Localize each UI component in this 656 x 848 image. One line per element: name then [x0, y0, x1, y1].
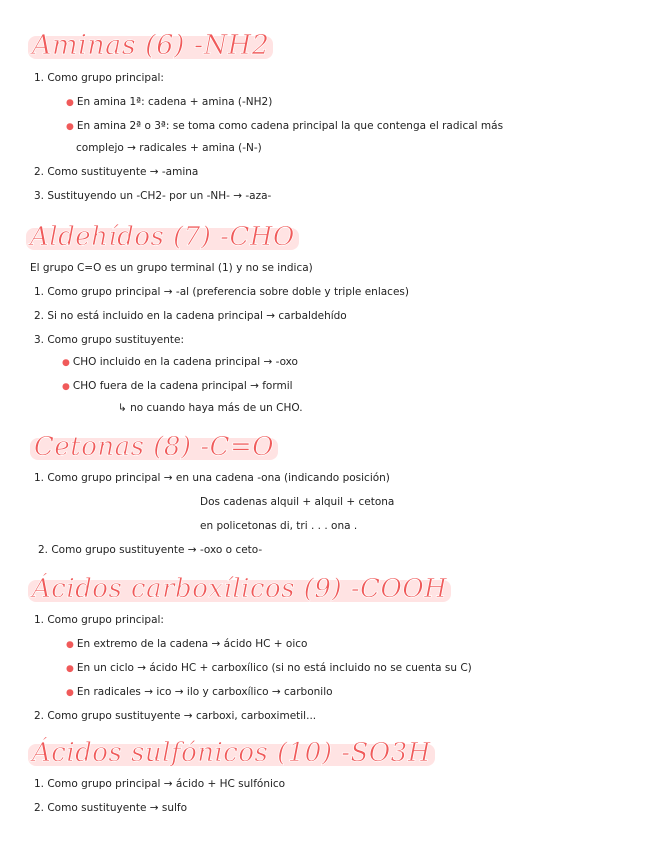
carboxilicos-line-5: 2. Como grupo sustituyente → carboxi, carboximetil...	[34, 710, 317, 722]
section-title-cetonas: Cetonas (8) -C=O	[34, 432, 274, 462]
bullet-icon: ●	[66, 98, 74, 108]
aldehidos-line-5: ● CHO incluido en la cadena principal → -oxo	[62, 356, 298, 368]
cetonas-line-2: Dos cadenas alquil + alquil + cetona	[200, 496, 395, 508]
aminas-line-1: 1. Como grupo principal:	[34, 72, 164, 84]
carboxilicos-line-3: ● En un ciclo → ácido HC + carboxílico (si no está incluido no se cuenta su C)	[66, 662, 472, 674]
aldehidos-line-2: 1. Como grupo principal → -al (preferencia sobre doble y triple enlaces)	[34, 286, 409, 298]
aldehidos-line-4: 3. Como grupo sustituyente:	[34, 334, 185, 346]
aminas-line-2: ● En amina 1ª: cadena + amina (-NH2)	[66, 96, 273, 108]
aldehidos-line-1: El grupo C=O es un grupo terminal (1) y no se indica)	[30, 262, 313, 274]
aldehidos-line-7: ↳ no cuando haya más de un CHO.	[118, 402, 303, 414]
bullet-icon: ●	[66, 122, 74, 132]
bullet-icon: ●	[66, 640, 74, 650]
section-title-acidos-sulfonicos: Ácidos sulfónicos (10) -SO3H	[32, 738, 431, 768]
aminas-line-4: complejo → radicales + amina (-N-)	[76, 142, 262, 154]
sulfonicos-line-2: 2. Como sustituyente → sulfo	[34, 802, 188, 814]
cetonas-line-4: 2. Como grupo sustituyente → -oxo o ceto-	[38, 544, 263, 556]
bullet-icon: ●	[62, 382, 70, 392]
carboxilicos-line-4: ● En radicales → ico → ilo y carboxílico → carbonilo	[66, 686, 333, 698]
section-title-aldehidos: Aldehídos (7) -CHO	[30, 222, 295, 252]
cetonas-line-3: en policetonas di, tri . . . ona .	[200, 520, 358, 532]
aminas-line-5: 2. Como sustituyente → -amina	[34, 166, 199, 178]
cetonas-line-1: 1. Como grupo principal → en una cadena -ona (indicando posición)	[34, 472, 390, 484]
aldehidos-line-3: 2. Si no está incluido en la cadena principal → carbaldehído	[34, 310, 347, 322]
carboxilicos-line-2: ● En extremo de la cadena → ácido HC + oico	[66, 638, 308, 650]
section-title-acidos-carboxilicos: Ácidos carboxílicos (9) -COOH	[32, 574, 447, 604]
bullet-icon: ●	[62, 358, 70, 368]
aldehidos-line-6: ● CHO fuera de la cadena principal → formil	[62, 380, 293, 392]
aminas-line-3: ● En amina 2ª o 3ª: se toma como cadena principal la que contenga el radical más	[66, 120, 504, 132]
sulfonicos-line-1: 1. Como grupo principal → ácido + HC sulfónico	[34, 778, 286, 790]
bullet-icon: ●	[66, 664, 74, 674]
section-title-aminas: Aminas (6) -NH2	[32, 30, 269, 61]
carboxilicos-line-1: 1. Como grupo principal:	[34, 614, 164, 626]
aminas-line-6: 3. Sustituyendo un -CH2- por un -NH- → -aza-	[34, 190, 272, 202]
bullet-icon: ●	[66, 688, 74, 698]
